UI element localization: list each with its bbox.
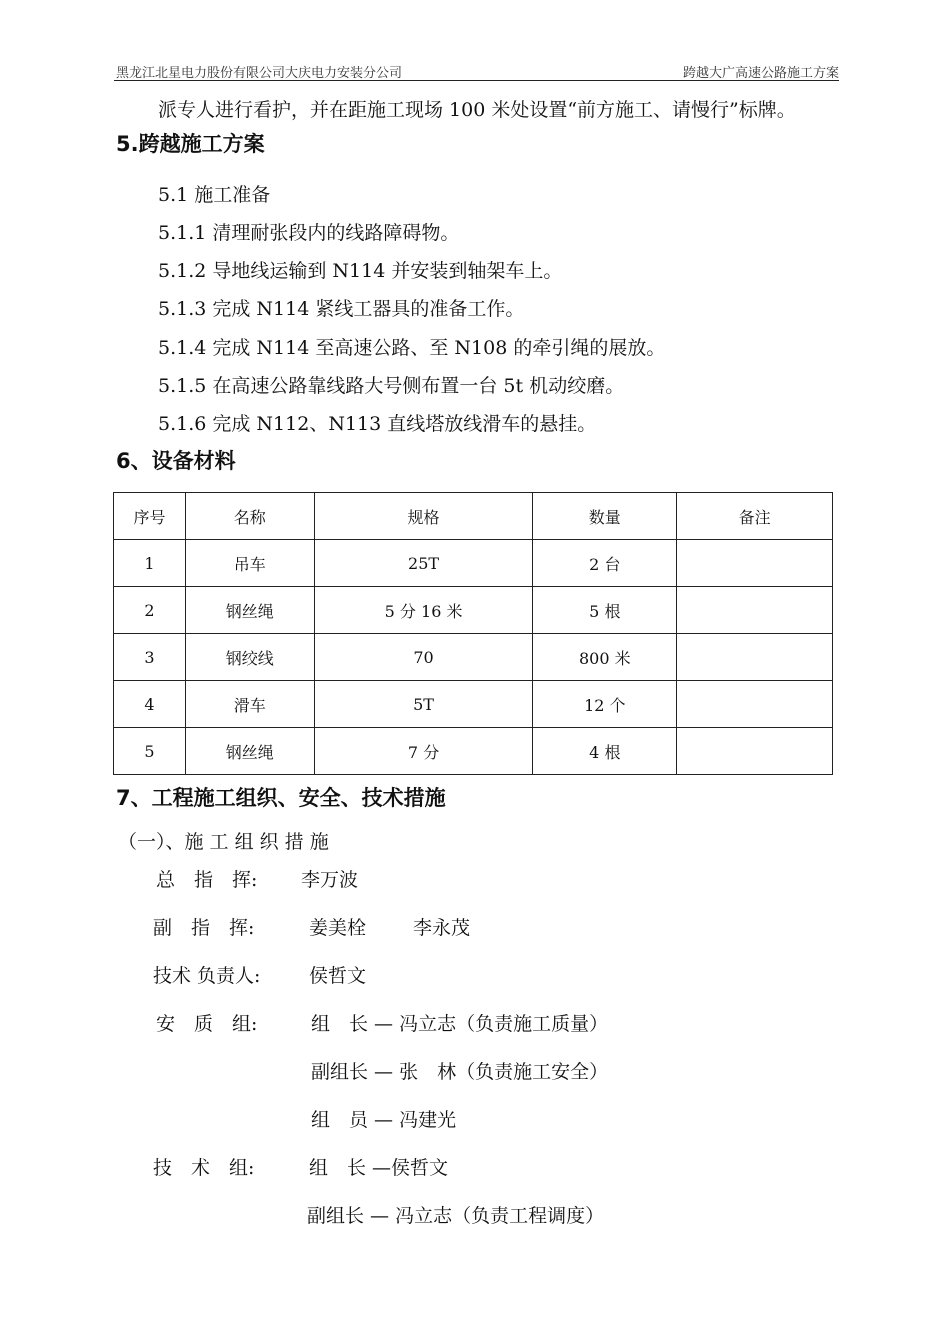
table-cell: 滑车 xyxy=(185,681,314,728)
table-cell xyxy=(677,634,833,681)
list-item: 5.1 施工准备 xyxy=(158,184,271,206)
section7-heading: 7、工程施工组织、安全、技术措施 xyxy=(116,786,446,810)
column-header: 名称 xyxy=(185,493,314,540)
table-header-row xyxy=(114,493,833,540)
column-header: 备注 xyxy=(677,493,833,540)
table-cell: 5T xyxy=(314,681,533,728)
deputy-name-2: 李永茂 xyxy=(413,917,471,939)
section7-sub-heading: （一）、施 工 组 织 措 施 xyxy=(118,831,329,853)
table-cell xyxy=(677,681,833,728)
safety-group-label: 安 质 组: xyxy=(156,1013,258,1035)
table-cell: 钢绞线 xyxy=(185,634,314,681)
table-cell xyxy=(677,587,833,634)
list-item: 5.1.6 完成 N112、N113 直线塔放线滑车的悬挂。 xyxy=(158,413,597,435)
table-cell: 70 xyxy=(314,634,533,681)
tech-lead-name: 侯哲文 xyxy=(309,965,367,987)
safety-group-leader: 组 长 — 冯立志（负责施工质量） xyxy=(311,1013,609,1035)
tech-lead-label: 技术 负责人: xyxy=(153,965,261,987)
intro-line: 派专人进行看护，并在距施工现场 100 米处设置“前方施工、请慢行”标牌。 xyxy=(158,99,796,121)
table-cell: 5 分 16 米 xyxy=(314,587,533,634)
table-row xyxy=(114,681,833,728)
column-header: 数量 xyxy=(533,493,677,540)
column-header: 规格 xyxy=(314,493,533,540)
safety-group-deputy: 副组长 — 张 林（负责施工安全） xyxy=(311,1061,609,1083)
deputy-name-1: 姜美栓 xyxy=(309,917,367,939)
list-item: 5.1.3 完成 N114 紧线工器具的准备工作。 xyxy=(158,298,525,320)
table-cell xyxy=(677,728,833,775)
list-item: 5.1.1 清理耐张段内的线路障碍物。 xyxy=(158,222,460,244)
table-cell: 12 个 xyxy=(533,681,677,728)
equipment-table xyxy=(113,492,833,775)
table-row xyxy=(114,540,833,587)
commander-label: 总 指 挥: xyxy=(156,869,258,891)
table-cell: 4 根 xyxy=(533,728,677,775)
section5-heading: 5.跨越施工方案 xyxy=(116,132,265,156)
header-doc-title: 跨越大广高速公路施工方案 xyxy=(682,66,839,81)
tech-group-label: 技 术 组: xyxy=(153,1157,255,1179)
commander-name: 李万波 xyxy=(301,869,359,891)
list-item: 5.1.2 导地线运输到 N114 并安装到轴架车上。 xyxy=(158,260,563,282)
table-cell: 2 xyxy=(114,587,186,634)
section6-heading: 6、设备材料 xyxy=(116,449,236,473)
table-cell: 5 根 xyxy=(533,587,677,634)
table-row xyxy=(114,728,833,775)
table-row xyxy=(114,587,833,634)
table-row xyxy=(114,634,833,681)
list-item: 5.1.5 在高速公路靠线路大号侧布置一台 5t 机动绞磨。 xyxy=(158,375,625,397)
table-cell: 7 分 xyxy=(314,728,533,775)
column-header: 序号 xyxy=(114,493,186,540)
table-cell: 5 xyxy=(114,728,186,775)
deputy-label: 副 指 挥: xyxy=(153,917,255,939)
table-cell: 800 米 xyxy=(533,634,677,681)
table-cell xyxy=(677,540,833,587)
table-cell: 吊车 xyxy=(185,540,314,587)
table-cell: 4 xyxy=(114,681,186,728)
table-cell: 25T xyxy=(314,540,533,587)
tech-group-deputy: 副组长 — 冯立志（负责工程调度） xyxy=(307,1205,605,1227)
safety-group-member: 组 员 — 冯建光 xyxy=(311,1109,457,1131)
table-cell: 2 台 xyxy=(533,540,677,587)
table-cell: 3 xyxy=(114,634,186,681)
table-cell: 1 xyxy=(114,540,186,587)
list-item: 5.1.4 完成 N114 至高速公路、至 N108 的牵引绳的展放。 xyxy=(158,337,666,359)
page-header xyxy=(114,62,839,81)
table-cell: 钢丝绳 xyxy=(185,587,314,634)
header-company: 黑龙江北星电力股份有限公司大庆电力安装分公司 xyxy=(116,66,403,81)
tech-group-leader: 组 长 —侯哲文 xyxy=(309,1157,449,1179)
table-cell: 钢丝绳 xyxy=(185,728,314,775)
